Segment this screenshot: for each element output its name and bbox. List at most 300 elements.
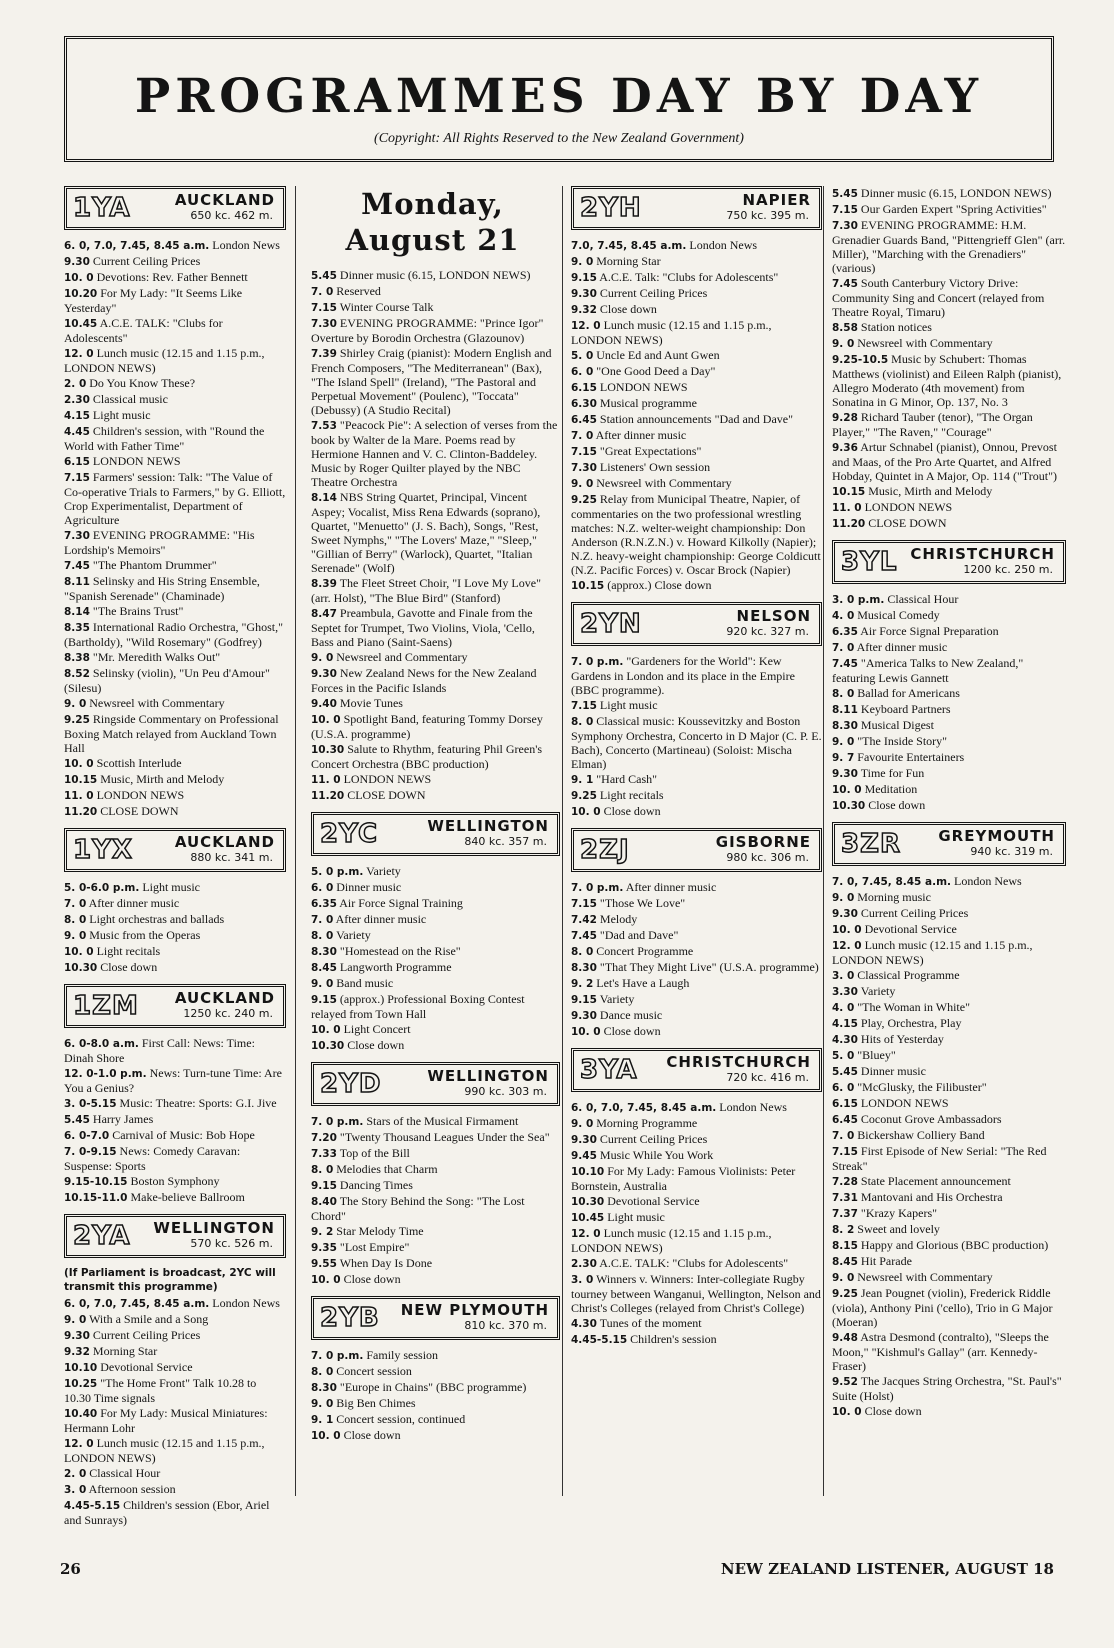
programme-entry: [64, 650, 286, 665]
block-spacer: [305, 804, 560, 812]
programme-entry: [571, 1164, 822, 1193]
programme-title: Top of the Bill: [339, 1146, 410, 1160]
programme-time: 6.45: [832, 1114, 858, 1126]
programme-time: 10. 0: [311, 1430, 341, 1442]
programme-time: 7.15: [571, 700, 597, 712]
station-frequency: 990 kc. 303 m.: [464, 1085, 547, 1098]
programme-time: 10. 0: [832, 924, 862, 936]
programme-title: Big Ben Chimes: [336, 1396, 416, 1410]
programme-entry: [832, 500, 1066, 515]
programme-time: 4.15: [64, 410, 90, 422]
programme-title: Current Ceiling Prices: [860, 906, 969, 920]
programme-title: LONDON NEWS: [343, 772, 432, 786]
programme-time: 7.31: [832, 1192, 858, 1204]
programme-entry: [64, 408, 286, 423]
programme-entry: [571, 1194, 822, 1209]
programme-time: 10.15: [832, 486, 866, 498]
programme-title: Mantovani and His Orchestra: [860, 1190, 1003, 1204]
programme-time: 10. 0: [571, 1026, 601, 1038]
programme-entry: [64, 346, 286, 375]
station-city: WELLINGTON: [427, 1067, 549, 1085]
block-spacer: [58, 1206, 286, 1214]
station-city: GREYMOUTH: [938, 827, 1055, 845]
programme-entry: [832, 968, 1066, 983]
programme-title: International Radio Orchestra, "Ghost," (Bartholdy), "Wild Rosemary" (Godfrey): [64, 620, 283, 649]
block-spacer: [565, 820, 822, 828]
programme-time: 7.45: [571, 930, 597, 942]
block-spacer: [565, 594, 822, 602]
programme-title: Salute to Rhythm, featuring Phil Green's Concert Orchestra (BBC production): [311, 742, 543, 771]
programme-entry: [832, 922, 1066, 937]
programme-time: 7. 0 p.m.: [571, 656, 624, 668]
programme-time: 7.20: [311, 1132, 337, 1144]
programme-title: Carnival of Music: Bob Hope: [112, 1128, 255, 1142]
programme-entry: [64, 424, 286, 453]
programme-title: Devotions: Rev. Father Bennett: [96, 270, 248, 284]
station-call-sign: 2YH: [580, 193, 642, 223]
programme-entry: [571, 1100, 822, 1115]
programme-title: LONDON NEWS: [599, 380, 688, 394]
programme-time: 5. 0-6.0 p.m.: [64, 882, 140, 894]
programme-title: London News: [689, 238, 758, 252]
programme-time: 8.30: [832, 720, 858, 732]
programme-time: 11. 0: [311, 774, 341, 786]
programme-entry: [311, 1114, 560, 1129]
programme-title: "Twenty Thousand Leagues Under the Sea": [339, 1130, 550, 1144]
programme-title: "The Phantom Drummer": [92, 558, 217, 572]
programme-time: 7.15: [311, 302, 337, 314]
programme-title: After dinner music: [595, 428, 687, 442]
programme-entry: [311, 712, 560, 741]
programme-title: "Bluey": [857, 1048, 896, 1062]
station-frequency: 650 kc. 462 m.: [190, 209, 273, 222]
programme-time: 5. 0: [571, 350, 594, 362]
programme-time: 5. 0 p.m.: [311, 866, 364, 878]
programme-title: Jean Pougnet (violin), Frederick Riddle (viola), Anthony Pini ('cello), Trio in G Major (Moeran): [832, 1286, 1053, 1329]
programme-title: Keyboard Partners: [860, 702, 951, 716]
station-frequency: 840 kc. 357 m.: [464, 835, 547, 848]
programme-time: 8.45: [311, 962, 337, 974]
station-city: GISBORNE: [715, 833, 811, 851]
station-header: [571, 1048, 822, 1092]
programme-time: 6.15: [571, 382, 597, 394]
programme-entry: [311, 650, 560, 665]
programme-title: Scottish Interlude: [96, 756, 182, 770]
programme-entry: [64, 896, 286, 911]
programme-entry: [64, 470, 286, 527]
programme-title: London News: [212, 1296, 280, 1310]
programme-entry: [311, 666, 560, 695]
programme-time: 10.30: [832, 800, 866, 812]
column-1: [58, 186, 286, 1527]
programme-time: 6. 0: [571, 366, 594, 378]
programme-title: Close down: [599, 302, 657, 316]
programme-time: 7.15: [571, 898, 597, 910]
programme-title: Movie Tunes: [339, 696, 403, 710]
programme-time: 8. 0: [311, 930, 334, 942]
programme-title: Close down: [603, 1024, 661, 1038]
programme-time: 6.15: [64, 456, 90, 468]
programme-title: Selinsky (violin), "Un Peu d'Amour" (Silesu): [64, 666, 270, 695]
programme-time: 5.45: [311, 270, 337, 282]
station-header: [64, 1214, 286, 1258]
programme-time: 12. 0: [64, 348, 94, 360]
page-title: PROGRAMMES DAY BY DAY: [134, 69, 984, 124]
programme-time: 9.52: [832, 1376, 858, 1388]
programme-time: 7. 0 p.m.: [311, 1350, 364, 1362]
programme-title: Meditation: [864, 782, 918, 796]
programme-time: 10.10: [64, 1362, 98, 1374]
programme-entry: [64, 960, 286, 975]
programme-time: 7.15: [832, 204, 858, 216]
programme-time: 10.45: [64, 318, 98, 330]
programme-title: Classical Hour: [89, 1466, 161, 1480]
programme-entry: [311, 742, 560, 771]
programme-time: 2.30: [571, 1258, 597, 1270]
programme-entry: [571, 492, 822, 577]
programme-entry: [832, 734, 1066, 749]
programme-time: 11.20: [64, 806, 98, 818]
station-call-sign: 2YB: [320, 1303, 380, 1333]
programme-time: 12. 0-1.0 p.m.: [64, 1068, 147, 1080]
programme-time: 5. 0: [832, 1050, 855, 1062]
programme-time: 9.15-10.15: [64, 1176, 128, 1188]
programme-time: 9.30: [311, 668, 337, 680]
programme-time: 9. 0: [311, 978, 334, 990]
programme-time: 2. 0: [64, 378, 87, 390]
programme-entry: [832, 608, 1066, 623]
programme-title: "Hard Cash": [596, 772, 658, 786]
programme-entry: [832, 1032, 1066, 1047]
station-city: WELLINGTON: [153, 1219, 275, 1237]
programme-entry: [571, 944, 822, 959]
station-call-sign: 2YD: [320, 1069, 382, 1099]
programme-title: Musical Comedy: [857, 608, 940, 622]
programme-time: 8.40: [311, 1196, 337, 1208]
programme-entry: [64, 376, 286, 391]
programme-entry: [571, 460, 822, 475]
programme-title: Concert Programme: [596, 944, 694, 958]
programme-title: Lunch music (12.15 and 1.15 p.m., LONDON NEWS): [571, 318, 772, 347]
programme-time: 6. 0, 7.0, 7.45, 8.45 a.m.: [64, 240, 210, 252]
programme-entry: [311, 1256, 560, 1271]
programme-time: 3. 0: [832, 970, 855, 982]
programme-entry: [571, 254, 822, 269]
programme-time: 10.30: [311, 744, 345, 756]
programme-time: 7.33: [311, 1148, 337, 1160]
programme-entry: [832, 702, 1066, 717]
programme-entry: [64, 620, 286, 649]
programme-entry: [832, 276, 1066, 319]
programme-time: 5.45: [64, 1114, 90, 1126]
programme-time: 8. 0: [311, 1164, 334, 1176]
programme-entry: [832, 186, 1066, 201]
programme-time: 8. 0: [311, 1366, 334, 1378]
programme-title: Variety: [860, 984, 896, 998]
programme-entry: [571, 698, 822, 713]
programme-title: Newsreel with Commentary: [596, 476, 732, 490]
programme-time: 7.30: [311, 318, 337, 330]
station-call-sign: 1YX: [73, 835, 133, 865]
programme-time: 9.28: [832, 412, 858, 424]
programme-entry: [571, 270, 822, 285]
programme-time: 7.37: [832, 1208, 858, 1220]
programme-title: London News: [954, 874, 1022, 888]
programme-entry: [311, 896, 560, 911]
programme-time: 8.38: [64, 652, 90, 664]
programme-entry: [64, 286, 286, 315]
programme-entry: [832, 1190, 1066, 1205]
programme-entry: [832, 1286, 1066, 1329]
programme-time: 12. 0: [832, 940, 862, 952]
programme-time: 8.58: [832, 322, 858, 334]
block-spacer: [826, 532, 1066, 540]
programme-entry: [571, 396, 822, 411]
programme-entry: [64, 1406, 286, 1435]
programme-entry: [311, 880, 560, 895]
station-header: [64, 186, 286, 230]
programme-entry: [832, 938, 1066, 967]
programme-time: 7.42: [571, 914, 597, 926]
programme-time: 3. 0: [571, 1274, 594, 1286]
programme-title: First Call: News: Time: Dinah Shore: [64, 1036, 255, 1065]
programme-time: 8. 2: [832, 1224, 855, 1236]
programme-title: Current Ceiling Prices: [599, 286, 708, 300]
programme-entry: [571, 444, 822, 459]
programme-time: 10. 0: [64, 758, 94, 770]
programme-entry: [311, 976, 560, 991]
programme-entry: [311, 490, 560, 575]
programme-entry: [64, 1096, 286, 1111]
programme-title: Winter Course Talk: [339, 300, 434, 314]
programme-title: Lunch music (12.15 and 1.15 p.m., LONDON NEWS): [64, 346, 265, 375]
programme-time: 10.30: [311, 1040, 345, 1052]
programme-time: 7. 0: [832, 1130, 855, 1142]
station-call-sign: 3ZR: [841, 829, 901, 859]
programme-entry: [571, 960, 822, 975]
programme-time: 9. 0: [64, 930, 87, 942]
programme-title: "Lost Empire": [339, 1240, 410, 1254]
programme-title: Light music: [599, 698, 658, 712]
programme-title: Newsreel and Commentary: [336, 650, 468, 664]
programme-entry: [832, 1270, 1066, 1285]
programme-title: Station notices: [860, 320, 932, 334]
programme-time: 9.30: [571, 288, 597, 300]
programme-entry: [832, 218, 1066, 275]
programme-entry: [832, 1080, 1066, 1095]
programme-entry: [832, 1374, 1066, 1403]
programme-title: Dinner music: [336, 880, 402, 894]
programme-entry: [571, 1272, 822, 1315]
programme-time: 7. 0 p.m.: [571, 882, 624, 894]
programme-time: 9. 0: [832, 892, 855, 904]
programme-title: CLOSE DOWN: [347, 788, 426, 802]
programme-entry: [832, 984, 1066, 999]
programme-title: Light recitals: [96, 944, 161, 958]
programme-title: The Fleet Street Choir, "I Love My Love" (arr. Holst), "The Blue Bird" (Stanford): [311, 576, 541, 605]
programme-entry: [64, 1436, 286, 1465]
programme-title: NBS String Quartet, Principal, Vincent Aspey; Vocalist, Miss Rena Edwards (soprano), Quartet, "Menuetto" (J. S. Bach), Songs, "Rest, Sweet Nymphs," "The Lovers' Maze," "Sleep," "Gillian of Berry" (Warlock), Quartet, "Italian Serenade" (Wolf): [311, 490, 541, 575]
programme-title: Close down: [347, 1038, 405, 1052]
station-city: NELSON: [736, 607, 811, 625]
programme-time: 8.11: [832, 704, 858, 716]
programme-time: 9. 1: [571, 774, 594, 786]
programme-title: "The Brains Trust": [92, 604, 184, 618]
station-frequency: 570 kc. 526 m.: [190, 1237, 273, 1250]
programme-title: Stars of the Musical Firmament: [366, 1114, 519, 1128]
programme-entry: [311, 606, 560, 649]
programme-entry: [832, 352, 1066, 409]
programme-title: "Great Expectations": [599, 444, 702, 458]
programme-title: Hits of Yesterday: [860, 1032, 944, 1046]
programme-title: Selinsky and His String Ensemble, "Spanish Serenade" (Chaminade): [64, 574, 260, 603]
programme-time: 7.45: [64, 560, 90, 572]
programme-entry: [64, 1144, 286, 1173]
programme-title: Music, Mirth and Melody: [868, 484, 993, 498]
station-call-sign: 2YA: [73, 1221, 131, 1251]
programme-time: 9. 2: [311, 1226, 334, 1238]
programme-entry: [832, 1330, 1066, 1373]
programme-time: 6.35: [832, 626, 858, 638]
programme-title: Make-believe Ballroom: [130, 1190, 245, 1204]
programme-time: 8.45: [832, 1256, 858, 1268]
programme-title: Star Melody Time: [336, 1224, 424, 1238]
programme-title: New Zealand News for the New Zealand Forces in the Pacific Islands: [311, 666, 537, 695]
programme-entry: [571, 302, 822, 317]
station-header: [571, 828, 822, 872]
programme-title: Newsreel with Commentary: [857, 336, 993, 350]
programme-entry: [832, 1174, 1066, 1189]
programme-time: 11. 0: [64, 790, 94, 802]
programme-entry: [64, 454, 286, 469]
column-divider: [295, 186, 297, 1496]
programme-entry: [832, 410, 1066, 439]
programme-time: 7.0, 7.45, 8.45 a.m.: [571, 240, 687, 252]
programme-entry: [571, 772, 822, 787]
station-city: CHRISTCHURCH: [910, 545, 1055, 563]
programme-time: 6. 0-7.0: [64, 1130, 110, 1142]
programme-title: When Day Is Done: [339, 1256, 433, 1270]
programme-title: Classical music: [92, 392, 168, 406]
programme-time: 7.45: [832, 658, 858, 670]
programme-entry: [571, 1132, 822, 1147]
programme-title: Lunch music (12.15 and 1.15 p.m., LONDON NEWS): [64, 1436, 265, 1465]
block-spacer: [305, 1288, 560, 1296]
programme-entry: [64, 1466, 286, 1481]
programme-entry: [571, 788, 822, 803]
programme-title: For My Lady: "It Seems Like Yesterday": [64, 286, 243, 315]
programme-entry: [311, 1240, 560, 1255]
programme-title: Play, Orchestra, Play: [860, 1016, 962, 1030]
programme-time: 9.32: [64, 1346, 90, 1358]
programme-time: 9.36: [832, 442, 858, 454]
programme-title: Current Ceiling Prices: [92, 254, 201, 268]
programme-time: 3.30: [832, 986, 858, 998]
programme-time: 8.14: [311, 492, 337, 504]
programme-title: Sweet and lovely: [857, 1222, 940, 1236]
programme-title: London News: [212, 238, 280, 252]
programme-title: Close down: [864, 1404, 922, 1418]
programme-entry: [311, 1272, 560, 1287]
programme-entry: [64, 1360, 286, 1375]
station-city: CHRISTCHURCH: [666, 1053, 811, 1071]
programme-time: 5.45: [832, 1066, 858, 1078]
programme-title: Current Ceiling Prices: [92, 1328, 201, 1342]
programme-title: Light recitals: [599, 788, 664, 802]
programme-title: Afternoon session: [88, 1482, 176, 1496]
programme-entry: [832, 718, 1066, 733]
programme-entry: [571, 578, 822, 593]
programme-time: 9. 0: [571, 1118, 594, 1130]
programme-title: Family session: [366, 1348, 439, 1362]
programme-entry: [832, 440, 1066, 483]
programme-entry: [64, 604, 286, 619]
programme-entry: [311, 696, 560, 711]
programme-entry: [832, 1144, 1066, 1173]
programme-entry: [832, 890, 1066, 905]
programme-time: 10.15-11.0: [64, 1192, 128, 1204]
programme-entry: [64, 1312, 286, 1327]
programme-entry: [64, 1066, 286, 1095]
programme-entry: [832, 1206, 1066, 1221]
programme-title: "Europe in Chains" (BBC programme): [339, 1380, 527, 1394]
programme-title: Devotional Service: [100, 1360, 193, 1374]
programme-time: 7. 0: [832, 642, 855, 654]
programme-time: 10.45: [571, 1212, 605, 1224]
programme-title: Devotional Service: [864, 922, 957, 936]
programme-entry: [311, 1428, 560, 1443]
programme-time: 7. 0: [571, 430, 594, 442]
programme-time: 9.30: [571, 1134, 597, 1146]
programme-title: Children's session (Ebor, Ariel and Sunrays): [64, 1498, 270, 1527]
programme-time: 4.30: [571, 1318, 597, 1330]
programme-title: "America Talks to New Zealand," featuring Lewis Gannett: [832, 656, 1024, 685]
programme-time: 9.35: [311, 1242, 337, 1254]
station-header: [311, 1062, 560, 1106]
programme-entry: [311, 1146, 560, 1161]
programme-entry: [311, 300, 560, 315]
programme-title: The Jacques String Orchestra, "St. Paul's" Suite (Holst): [832, 1374, 1062, 1403]
programme-entry: [571, 1008, 822, 1023]
station-header: [311, 1296, 560, 1340]
programme-title: LONDON NEWS: [92, 454, 181, 468]
programme-title: LONDON NEWS: [860, 1096, 949, 1110]
programme-title: Variety: [336, 928, 371, 942]
programme-time: 7. 0: [64, 898, 87, 910]
programme-time: 10. 0: [311, 1024, 341, 1036]
column-3: [565, 186, 822, 1496]
programme-title: After dinner music: [335, 912, 427, 926]
programme-time: 9.15: [571, 272, 597, 284]
programme-time: 9. 0: [311, 652, 334, 664]
programme-time: 8.11: [64, 576, 90, 588]
programme-entry: [311, 992, 560, 1021]
programme-time: 10.30: [64, 962, 98, 974]
programme-title: A.C.E. Talk: "Clubs for Adolescents": [599, 270, 779, 284]
programme-title: With a Smile and a Song: [89, 1312, 209, 1326]
programme-entry: [64, 1482, 286, 1497]
programme-title: "McGlusky, the Filibuster": [857, 1080, 987, 1094]
block-spacer: [305, 1444, 560, 1452]
programme-entry: [311, 1412, 560, 1427]
programme-title: Listeners' Own session: [599, 460, 711, 474]
programme-time: 10. 0: [832, 1406, 862, 1418]
programme-title: Our Garden Expert "Spring Activities": [860, 202, 1047, 216]
programme-title: Variety: [366, 864, 401, 878]
programme-title: Close down: [343, 1272, 401, 1286]
programme-time: 7. 0-9.15: [64, 1146, 117, 1158]
programme-time: 10.25: [64, 1378, 98, 1390]
